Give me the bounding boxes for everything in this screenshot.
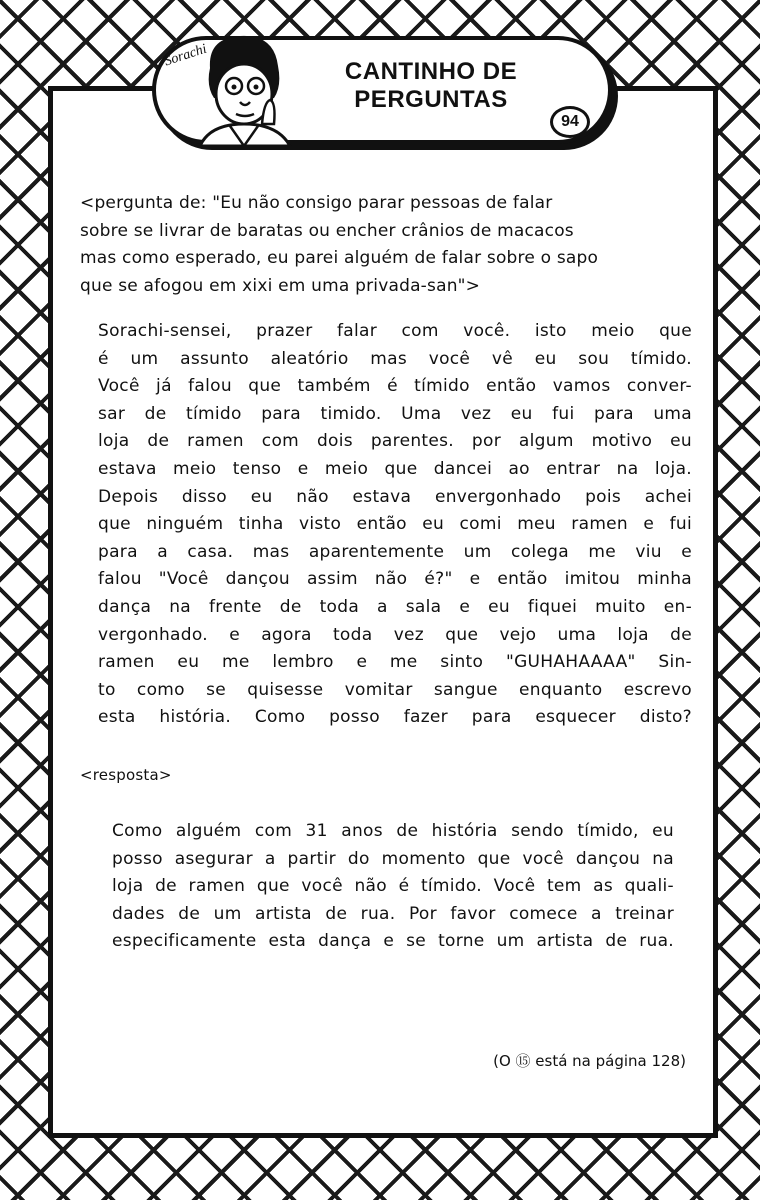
author-signature: Sorachi	[162, 41, 209, 70]
answer-line: posso asegurar a partir do momento que você dançou na	[112, 848, 674, 869]
letter-line: Sorachi-sensei, prazer falar com você. isto meio que	[98, 321, 692, 341]
response-label: <resposta>	[80, 766, 172, 784]
question-line: sobre se livrar de baratas ou encher crânios de macacos	[80, 220, 574, 241]
letter-line: é um assunto aleatório mas você vê eu sou tímido.	[98, 348, 692, 369]
letter-line: que ninguém tinha visto então eu comi meu ramen e fui	[98, 514, 692, 535]
answer-line: especificamente esta dança e se torne um artista de rua.	[112, 931, 674, 952]
letter-line: estava meio tenso e meio que dancei ao entrar na loja.	[98, 458, 692, 479]
page-title	[331, 58, 531, 114]
question-line: que se afogou em xixi em uma privada-san">	[80, 275, 481, 296]
letter-line: sar de tímido para timido. Uma vez eu fui para uma	[98, 403, 692, 424]
question-line: mas como esperado, eu parei alguém de falar sobre o sapo	[80, 248, 599, 269]
letter-line: Você já falou que também é tímido então vamos conver-	[98, 376, 692, 397]
letter-line: esta história. Como posso fazer para esquecer disto?	[98, 707, 692, 728]
letter-line: Depois disso eu não estava envergonhado pois achei	[98, 486, 692, 507]
answer-line: dades de um artista de rua. Por favor comece a treinar	[112, 903, 674, 924]
letter-line: ramen eu me lembro e me sinto "GUHAHAAAA" Sin-	[98, 652, 692, 673]
question-line: <pergunta de: "Eu não consigo parar pessoas de falar	[80, 193, 553, 213]
answer-line: loja de ramen que você não é tímido. Você tem as quali-	[112, 876, 674, 897]
letter-line: vergonhado. e agora toda vez que vejo uma loja de	[98, 624, 692, 645]
letter-line: para a casa. mas aparentemente um colega me viu e	[98, 541, 692, 562]
letter-line: falou "Você dançou assim não é?" e então imitou minha	[98, 569, 692, 590]
next-question-footnote: (O ⑮ está na página 128)	[493, 1052, 686, 1070]
letter-line: dança na frente de toda a sala e eu fiquei muito en-	[98, 596, 692, 617]
title-line: PERGUNTAS	[354, 86, 508, 113]
issue-number-badge: 94	[550, 106, 590, 138]
question-header	[80, 190, 700, 300]
letter-line: to como se quisesse vomitar sangue enquanto escrevo	[98, 679, 692, 700]
title-line: CANTINHO DE	[344, 58, 518, 85]
answer-line: Como alguém com 31 anos de história sendo tímido, eu	[112, 821, 674, 841]
reader-letter	[98, 318, 692, 732]
header-banner	[152, 36, 612, 144]
letter-line: loja de ramen com dois parentes. por algum motivo eu	[98, 431, 692, 452]
author-answer	[112, 818, 674, 956]
